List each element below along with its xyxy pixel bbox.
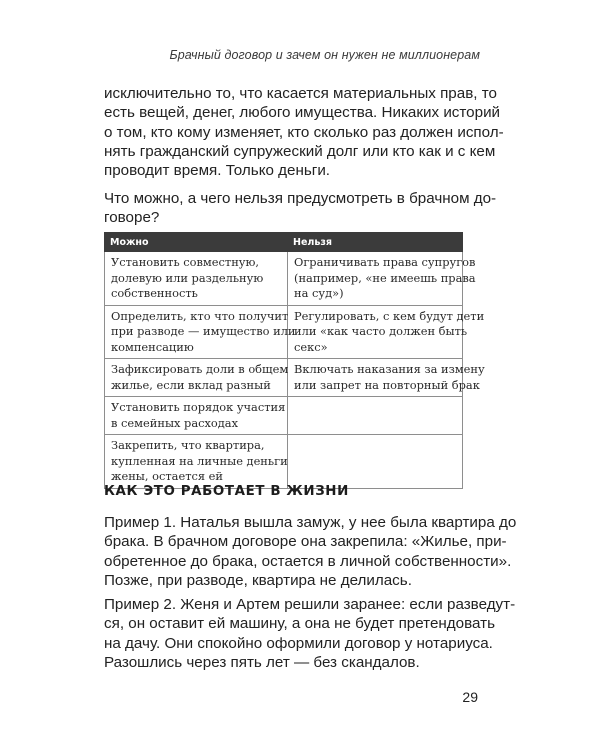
text-line: брака. В брачном договоре она закрепила: «Жилье, при- — [104, 533, 507, 551]
cell-line: Установить порядок участия — [111, 400, 286, 414]
cell-line: Включать наказания за измену — [294, 362, 485, 376]
cell-cannot — [288, 252, 476, 306]
cell-can — [105, 397, 288, 435]
cell-can — [105, 252, 288, 306]
cell-can — [105, 359, 288, 397]
cell-line: на суд») — [294, 286, 344, 300]
can-cannot-table — [104, 232, 485, 489]
table-row — [105, 305, 463, 359]
cell-line: Закрепить, что квартира, — [111, 438, 265, 452]
cell-cannot — [288, 359, 485, 397]
example-1-paragraph — [104, 513, 517, 590]
table-header-row — [105, 233, 463, 252]
cell-line: Регулировать, с кем будут дети — [294, 308, 485, 323]
cell-line: Ограничивать права супругов — [294, 255, 476, 269]
header-can: Можно — [105, 233, 288, 252]
text-line: о том, кто кому изменяет, кто сколько раз должен испол- — [104, 123, 504, 141]
cell-line: жены, остается ей — [111, 469, 224, 483]
cell-line: или запрет на повторный брак — [294, 377, 480, 392]
cell-cannot-empty — [288, 435, 463, 489]
cell-cannot-empty — [288, 397, 463, 435]
table-row — [105, 397, 463, 435]
cell-line: купленная на личные деньги — [111, 453, 288, 468]
text-line: говоре? — [104, 209, 160, 227]
cell-line: или «как часто должен быть — [294, 324, 468, 338]
text-line: Позже, при разводе, квартира не делилась. — [104, 571, 412, 589]
cell-can — [105, 435, 288, 489]
question-paragraph — [104, 189, 497, 228]
cell-cannot — [288, 305, 485, 359]
text-line: исключительно то, что касается материальных прав, то — [104, 85, 497, 102]
header-cannot: Нельзя — [288, 233, 463, 252]
table-row — [105, 435, 463, 489]
intro-paragraph — [104, 84, 504, 180]
text-line: на дачу. Они спокойно оформили договор у нотариуса. — [104, 634, 493, 652]
cell-line: Зафиксировать доли в общем — [111, 362, 289, 376]
text-line: Пример 1. Наталья вышла замуж, у нее была квартира до — [104, 514, 517, 531]
table-row — [105, 252, 463, 306]
cell-can — [105, 305, 296, 359]
text-line: нять гражданский супружеский долг или кто как и с кем — [104, 142, 496, 160]
text-line: ся, он оставит ей машину, а она не будет претендовать — [104, 615, 495, 633]
cell-line: Установить совместную, — [111, 255, 260, 269]
example-2-paragraph — [104, 595, 516, 672]
section-heading: КАК ЭТО РАБОТАЕТ В ЖИЗНИ — [104, 484, 349, 499]
text-line: есть вещей, денег, любого имущества. Никаких историй — [104, 104, 501, 122]
table-row — [105, 359, 463, 397]
text-line: Что можно, а чего нельзя предусмотреть в брачном до- — [104, 190, 497, 207]
page-number: 29 — [462, 689, 478, 705]
text-line: проводит время. Только деньги. — [104, 162, 331, 180]
text-line: обретенное до брака, остается в личной собственности». — [104, 552, 512, 570]
text-line: Пример 2. Женя и Артем решили заранее: если разведут- — [104, 596, 516, 613]
cell-line: в семейных расходах — [111, 415, 239, 430]
cell-line: долевую или раздельную — [111, 270, 264, 285]
cell-line: (например, «не имеешь права — [294, 270, 476, 285]
text-line: Разошлись через пять лет — без скандалов. — [104, 653, 420, 671]
cell-line: Определить, кто что получит — [111, 308, 289, 323]
cell-line: секс» — [294, 339, 328, 354]
cell-line: жилье, если вклад разный — [111, 377, 271, 392]
running-header: Брачный договор и зачем он нужен не миллионерам — [169, 48, 480, 62]
cell-line: собственность — [111, 286, 198, 300]
cell-line: при разводе — имущество или — [111, 324, 296, 338]
cell-line: компенсацию — [111, 339, 194, 354]
